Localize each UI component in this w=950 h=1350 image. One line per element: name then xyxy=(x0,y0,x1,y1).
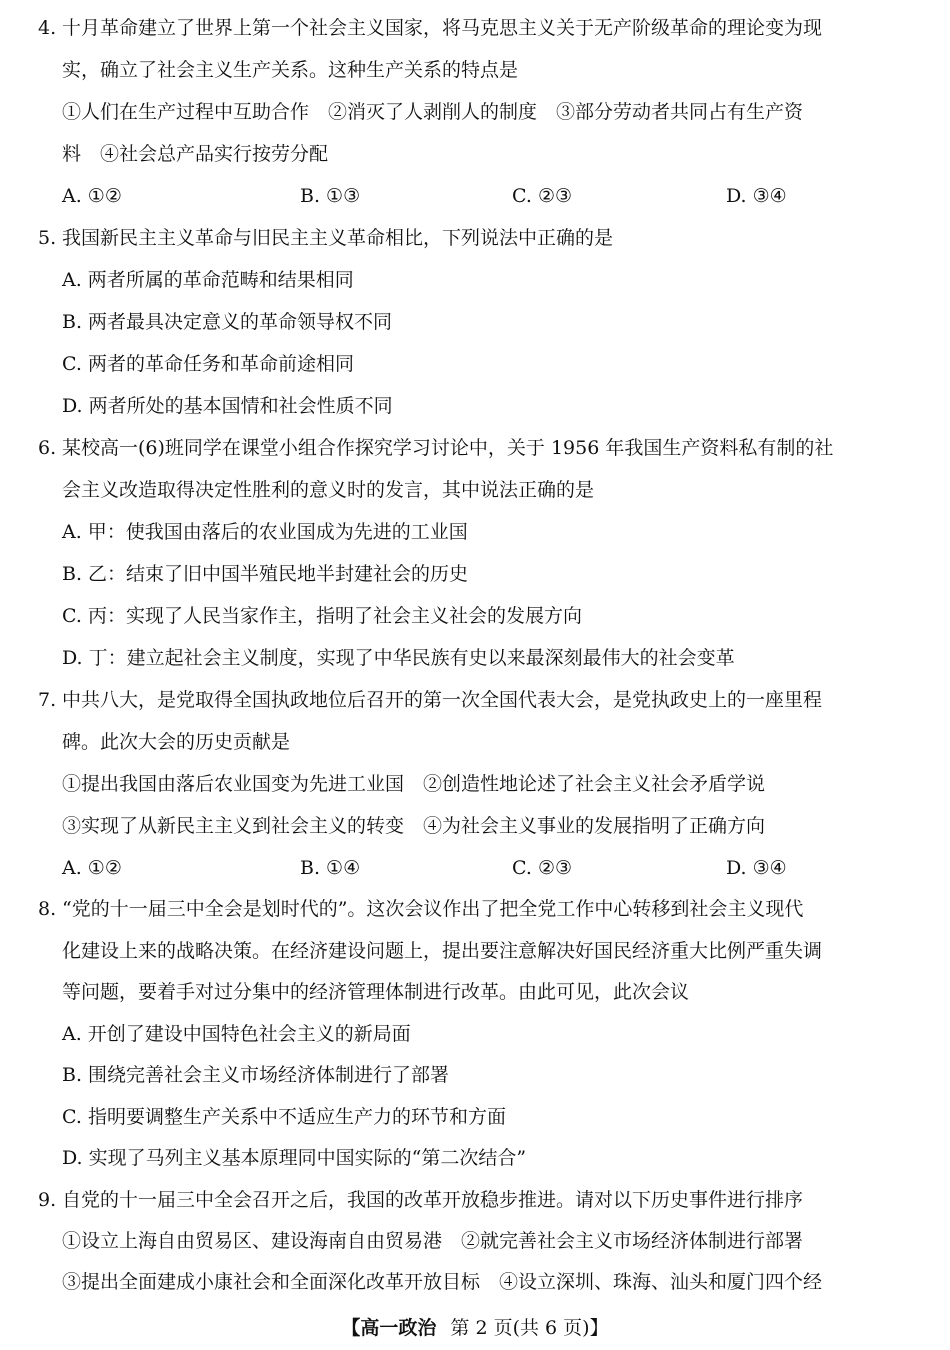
page-footer xyxy=(0,1316,950,1340)
statement-line: ③实现了从新民主主义到社会主义的转变 ④为社会主义事业的发展指明了正确方向 xyxy=(62,815,766,837)
option-a: A. 两者所属的革命范畴和结果相同 xyxy=(62,269,354,291)
question-stem-line: 我国新民主主义革命与旧民主主义革命相比，下列说法中正确的是 xyxy=(62,227,614,249)
option-b: B. ①③ xyxy=(300,185,361,207)
statement-line: ①提出我国由落后农业国变为先进工业国 ②创造性地论述了社会主义社会矛盾学说 xyxy=(62,773,766,795)
question-stem-line: 某校高一(6)班同学在课堂小组合作探究学习讨论中，关于 1956 年我国生产资料私有制的社 xyxy=(62,437,834,459)
option-d: D. 实现了马列主义基本原理同中国实际的“第二次结合” xyxy=(62,1147,527,1169)
question-stem-line: 十月革命建立了世界上第一个社会主义国家，将马克思主义关于无产阶级革命的理论变为现 xyxy=(62,17,823,39)
statement-line: 料 ④社会总产品实行按劳分配 xyxy=(62,143,329,165)
option-a: A. ①② xyxy=(62,185,122,207)
question-number: 4. xyxy=(38,17,57,39)
option-a: A. 甲：使我国由落后的农业国成为先进的工业国 xyxy=(62,521,468,543)
option-c: C. 两者的革命任务和革命前途相同 xyxy=(62,353,354,375)
option-c: C. 指明要调整生产关系中不适应生产力的环节和方面 xyxy=(62,1106,506,1128)
question-stem-line: 等问题，要着手对过分集中的经济管理体制进行改革。由此可见，此次会议 xyxy=(62,981,690,1003)
option-d: D. 两者所处的基本国情和社会性质不同 xyxy=(62,395,393,417)
option-b: B. 围绕完善社会主义市场经济体制进行了部署 xyxy=(62,1064,450,1086)
question-number: 6. xyxy=(38,437,57,459)
statement-line: ①人们在生产过程中互助合作 ②消灭了人剥削人的制度 ③部分劳动者共同占有生产资 xyxy=(62,101,804,123)
question-number: 7. xyxy=(38,689,57,711)
footer-subject: 【高一政治 xyxy=(341,1317,437,1339)
option-d: D. ③④ xyxy=(726,857,787,879)
option-b: B. ①④ xyxy=(300,857,361,879)
question-stem-line: 化建设上来的战略决策。在经济建设问题上，提出要注意解决好国民经济重大比例严重失调 xyxy=(62,940,823,962)
question-number: 5. xyxy=(38,227,57,249)
option-b: B. 两者最具决定意义的革命领导权不同 xyxy=(62,311,393,333)
question-stem-line: “党的十一届三中全会是划时代的”。这次会议作出了把全党工作中心转移到社会主义现代 xyxy=(62,898,804,920)
footer-page-number: 第 2 页(共 6 页)】 xyxy=(450,1317,609,1339)
option-c: C. ②③ xyxy=(512,185,573,207)
question-stem-line: 会主义改造取得决定性胜利的意义时的发言，其中说法正确的是 xyxy=(62,479,595,501)
question-stem-line: 自党的十一届三中全会召开之后，我国的改革开放稳步推进。请对以下历史事件进行排序 xyxy=(62,1189,804,1211)
option-c: C. ②③ xyxy=(512,857,573,879)
question-stem-line: 实，确立了社会主义生产关系。这种生产关系的特点是 xyxy=(62,59,519,81)
option-a: A. ①② xyxy=(62,857,122,879)
option-a: A. 开创了建设中国特色社会主义的新局面 xyxy=(62,1023,411,1045)
question-stem-line: 中共八大，是党取得全国执政地位后召开的第一次全国代表大会，是党执政史上的一座里程 xyxy=(62,689,823,711)
statement-line: ③提出全面建成小康社会和全面深化改革开放目标 ④设立深圳、珠海、汕头和厦门四个经 xyxy=(62,1271,823,1293)
question-number: 8. xyxy=(38,898,57,920)
option-b: B. 乙：结束了旧中国半殖民地半封建社会的历史 xyxy=(62,563,469,585)
question-number: 9. xyxy=(38,1189,57,1211)
statement-line: ①设立上海自由贸易区、建设海南自由贸易港 ②就完善社会主义市场经济体制进行部署 xyxy=(62,1230,804,1252)
option-c: C. 丙：实现了人民当家作主，指明了社会主义社会的发展方向 xyxy=(62,605,582,627)
option-d: D. 丁：建立起社会主义制度，实现了中华民族有史以来最深刻最伟大的社会变革 xyxy=(62,647,735,669)
option-d: D. ③④ xyxy=(726,185,787,207)
question-stem-line: 碑。此次大会的历史贡献是 xyxy=(62,731,291,753)
